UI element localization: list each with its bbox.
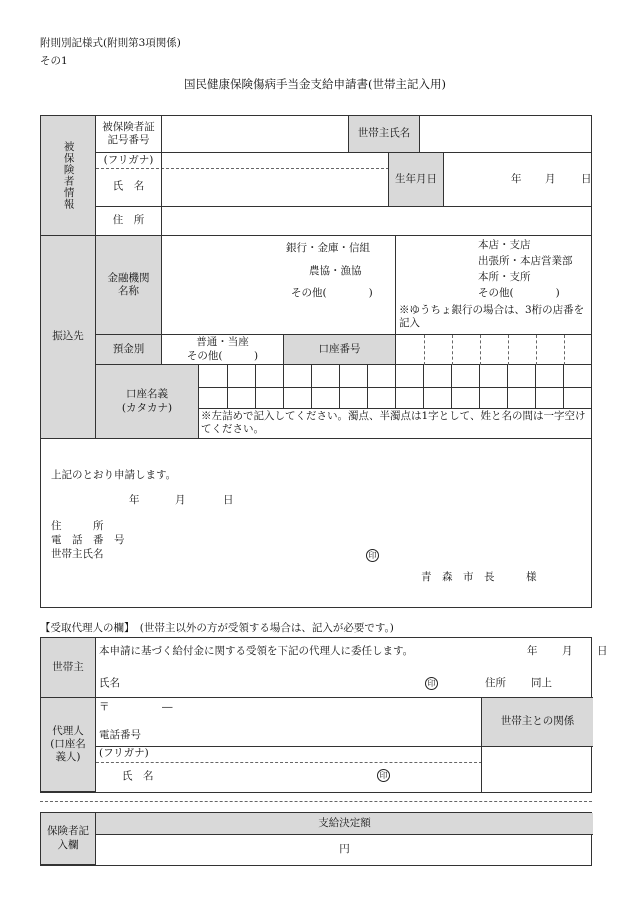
main-form-table xyxy=(40,115,592,608)
amount-label: 支給決定額 xyxy=(96,813,593,835)
institution-type-2: 農協・漁協 xyxy=(309,265,362,277)
institution-type-3: その他( ) xyxy=(291,287,373,299)
agent-contact-field[interactable] xyxy=(96,698,482,747)
yucho-note: ※ゆうちょ銀行の場合は、3桁の店番を記入 xyxy=(399,304,585,330)
card-number-label: 被保険者証記号番号 xyxy=(96,116,162,153)
account-holder-label: 口座名義 (カタカナ) xyxy=(96,365,199,439)
branch-type-2: 出張所・本店営業部 xyxy=(478,255,573,267)
agent-name-label: 氏 名 xyxy=(122,770,154,782)
delegation-address-same: 同上 xyxy=(531,677,552,689)
agent-furigana-field[interactable] xyxy=(96,747,482,762)
branch-type-1: 本店・支店 xyxy=(478,239,531,251)
furigana-label: (フリガナ) xyxy=(96,153,162,168)
page-title: 国民健康保険傷病手当金支給申請書(世帯主記入用) xyxy=(184,77,446,91)
institution-type-1: 銀行・金庫・信組 xyxy=(286,242,370,254)
application-month: 月 xyxy=(175,494,186,506)
dob-field[interactable] xyxy=(444,153,592,207)
form-sub-reference: その1 xyxy=(40,55,68,67)
account-holder-note: ※左詰めで記入してください。濁点、半濁点は1字として、姓と名の間は一字空けてください。 xyxy=(199,409,592,439)
account-number-label: 口座番号 xyxy=(284,335,396,365)
application-year: 年 xyxy=(129,494,140,506)
delegation-address-label: 住所 xyxy=(485,677,506,689)
dob-label: 生年月日 xyxy=(389,153,444,207)
account-number-field[interactable] xyxy=(396,335,592,365)
account-holder-grid[interactable] xyxy=(199,365,592,409)
dob-year: 年 xyxy=(511,173,522,185)
amount-field[interactable] xyxy=(96,835,593,865)
furigana-field[interactable] xyxy=(162,153,389,168)
deposit-type-label: 預金別 xyxy=(96,335,162,365)
postal-mark: 〒 ― xyxy=(99,701,173,713)
section-divider xyxy=(40,801,592,802)
householder-name-label: 世帯主氏名 xyxy=(349,116,420,153)
agent-name-field[interactable] xyxy=(96,762,482,792)
insurer-label: 保険者記入欄 xyxy=(41,813,96,865)
seal-icon: 印 xyxy=(366,549,379,562)
insured-section-label: 被保険者情報 xyxy=(41,116,96,236)
delegation-year: 年 xyxy=(527,645,538,657)
amount-unit: 円 xyxy=(339,843,350,856)
deposit-type-2: その他( ) xyxy=(186,349,259,362)
dob-month: 月 xyxy=(545,173,556,185)
deposit-type-1: 普通・当座 xyxy=(196,336,249,349)
branch-field[interactable] xyxy=(396,236,592,335)
institution-field[interactable] xyxy=(162,236,396,335)
delegation-name-label: 氏名 xyxy=(99,677,120,689)
application-statement: 上記のとおり申請します。 xyxy=(51,469,177,481)
agent-table xyxy=(40,637,608,793)
relation-field[interactable] xyxy=(482,747,593,792)
name-field[interactable] xyxy=(162,168,389,207)
householder-name-field[interactable] xyxy=(420,116,592,153)
agent-furigana-label: (フリガナ) xyxy=(99,747,149,759)
applicant-householder-label: 世帯主氏名 xyxy=(51,548,104,560)
agent-seal-icon: 印 xyxy=(425,677,438,690)
application-day: 日 xyxy=(223,494,234,506)
dob-day: 日 xyxy=(581,173,592,185)
delegation-text: 本申請に基づく給付金に関する受領を下記の代理人に委任します。 xyxy=(99,645,414,657)
delegation-month: 月 xyxy=(562,645,573,657)
name-label: 氏 名 xyxy=(96,168,162,207)
deposit-type-field[interactable] xyxy=(162,335,284,365)
branch-type-4: その他( ) xyxy=(478,287,560,299)
applicant-phone-label: 電 話 番 号 xyxy=(51,534,125,546)
address-field[interactable] xyxy=(162,207,592,236)
agent-phone-label: 電話番号 xyxy=(99,729,141,741)
agent-householder-label: 世帯主 xyxy=(41,638,96,698)
branch-type-3: 本所・支所 xyxy=(478,271,531,283)
address-label: 住 所 xyxy=(96,207,162,236)
agent-name-seal-icon: 印 xyxy=(377,769,390,782)
insurer-table xyxy=(40,812,592,866)
agent-householder-field[interactable] xyxy=(96,638,608,698)
delegation-day: 日 xyxy=(597,645,608,657)
agent-label: 代理人(口座名義人) xyxy=(41,698,96,792)
relation-label: 世帯主との関係 xyxy=(482,698,593,747)
card-number-field[interactable] xyxy=(162,116,349,153)
form-reference: 附則別記様式(附則第3項関係) xyxy=(40,37,181,49)
transfer-section-label: 振込先 xyxy=(41,236,96,439)
institution-label: 金融機関名称 xyxy=(96,236,162,335)
agent-section-title: 【受取代理人の欄】 (世帯主以外の方が受領する場合は、記入が必要です。) xyxy=(40,622,394,634)
applicant-address-label: 住 所 xyxy=(51,520,104,532)
addressee: 青 森 市 長 様 xyxy=(421,571,537,583)
